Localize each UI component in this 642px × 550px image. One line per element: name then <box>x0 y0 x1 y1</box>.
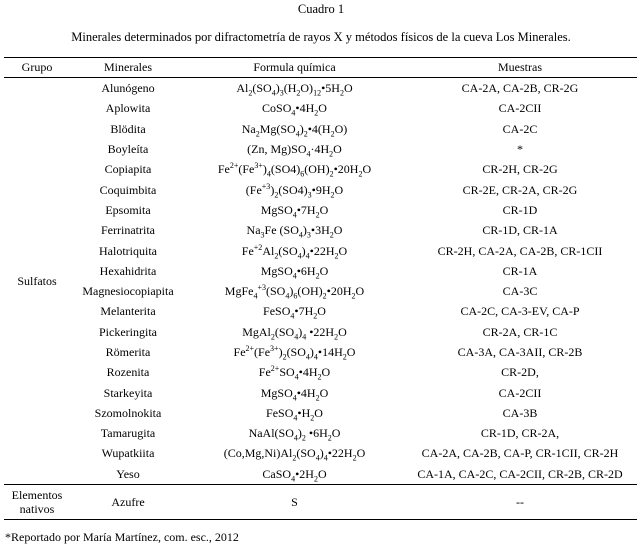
sample-codes: CA-3B <box>502 405 538 420</box>
table-header-row <box>4 58 637 78</box>
mineral-name: Szomolnokita <box>94 405 162 420</box>
sample-codes: CA-2C <box>502 121 538 136</box>
chemical-formula: $Na_3Fe$ $(SO_4)_3•3H_2O$ <box>246 223 343 240</box>
mineral-name: Römerita <box>105 345 151 359</box>
nativos-section <box>4 484 637 519</box>
table-caption-label: Cuadro 1 <box>297 2 345 16</box>
sample-codes: CR-2E, CR-2A, CR-2G <box>462 182 578 197</box>
sample-codes: CR-1D, CR-2A, <box>480 426 560 441</box>
mineral-name: Epsomita <box>105 202 151 217</box>
sample-codes: CR-1D, CR-1A <box>482 223 558 238</box>
table-caption-title: Minerales determinados por difractometría de rayos X y métodos físicos de la cueva Los Minerales. <box>71 30 571 44</box>
sample-codes: CA-3C <box>502 284 538 299</box>
sample-codes: CR-2D, <box>501 365 539 380</box>
chemical-formula: $MgSO_4•6H_2O$ <box>260 263 329 281</box>
sample-codes: CR-2H, CA-2A, CA-2B, CR-1CII <box>437 243 603 258</box>
table-row <box>4 220 637 240</box>
header-muestras: Muestras <box>403 58 637 78</box>
mineral-name: Wupatkiita <box>101 446 155 461</box>
mineral-name: Coquimbita <box>99 182 157 197</box>
chemical-formula: $CoSO_4•4H_2O$ <box>262 101 327 118</box>
sample-codes: -- <box>403 484 637 519</box>
table-row <box>4 301 637 321</box>
sample-codes: CR-2A, CR-1C <box>482 324 558 339</box>
mineral-name: Azufre <box>70 484 186 519</box>
sample-codes: CA-3A, CA-3AII, CR-2B <box>457 345 583 359</box>
mineral-name: Halotriquita <box>99 243 157 258</box>
chemical-formula: $Fe^{+2}Al_2(SO_4)_4•22H_2O$ <box>241 242 348 260</box>
sample-codes: CA-2C, CA-3-EV, CA-P <box>460 304 580 319</box>
mineral-name: Blödita <box>110 121 146 136</box>
header-grupo: Grupo <box>4 58 70 78</box>
table-row <box>4 464 637 485</box>
table-row <box>4 403 637 423</box>
table-row <box>4 139 637 159</box>
table-row <box>4 240 637 260</box>
table-row <box>4 119 637 139</box>
mineral-name: Magnesiocopiapita <box>82 284 174 299</box>
table-row <box>4 342 637 362</box>
mineral-name: Ferrinatrita <box>101 223 155 238</box>
chemical-formula: $MgSO_4•7H_2O$ <box>260 202 329 220</box>
group-label-nativos: Elementos nativos <box>4 484 70 519</box>
table-row <box>4 322 637 342</box>
chemical-formula: $Fe^{2+}(Fe^{3+})_2(SO_4)_4•14H_2O$ <box>233 344 356 362</box>
header-formula: Formula química <box>186 58 403 78</box>
mineral-name: Hexahidrita <box>99 263 157 278</box>
mineral-name: Aplowita <box>105 101 151 116</box>
chemical-formula: $Al_2(SO_4)_3(H_2O)_{12}•5H_2O$ <box>236 81 353 98</box>
mineral-name: Boyleíta <box>107 142 149 157</box>
chemical-formula: $Na_2Mg(SO_4)_2•4(H_2O)$ <box>241 121 348 139</box>
sulfatos-section <box>4 78 637 485</box>
chemical-formula: (Zn, $Mg)SO_4\cdot 4H_2O$ <box>247 142 342 159</box>
sample-codes: CR-1D <box>502 202 538 217</box>
table-row <box>4 443 637 463</box>
sample-codes: CA-2A, CA-2B, CA-P, CR-1CII, CR-2H <box>421 446 619 461</box>
sample-codes: * <box>517 142 523 157</box>
chemical-formula: $(Co,Mg,Ni)Al_2(SO_4)_4•22H_2O$ <box>223 446 366 463</box>
mineral-name: Pickeringita <box>99 324 157 339</box>
table-row <box>4 200 637 220</box>
table-row <box>4 423 637 443</box>
mineral-name: Yeso <box>116 466 140 481</box>
chemical-formula: S <box>186 484 403 519</box>
chemical-formula: $MgSO_4•4H_2O$ <box>260 385 329 402</box>
chemical-formula: $FeSO_4•7H_2O$ <box>263 304 326 321</box>
table-row <box>4 362 637 382</box>
group-label-sulfatos: Sulfatos <box>17 273 57 288</box>
table-row <box>4 179 637 199</box>
table-row <box>4 281 637 301</box>
mineral-name: Copiapita <box>104 162 152 177</box>
mineral-name: Alunógeno <box>101 81 155 96</box>
footnote: *Reportado por María Martínez, com. esc., 2012 <box>5 530 239 544</box>
mineral-name: Rozenita <box>106 365 150 380</box>
chemical-formula: $NaAl(SO_4)_2$ $•6H_2O$ <box>248 426 341 443</box>
table-row <box>4 159 637 179</box>
mineral-name: Tamarugita <box>100 426 156 441</box>
mineral-name: Melanterita <box>100 304 156 319</box>
sample-codes: CA-1A, CA-2C, CA-2CII, CR-2B, CR-2D <box>417 466 623 481</box>
table-row <box>4 261 637 281</box>
chemical-formula: $Fe^{2+}SO_4•4H_2O$ <box>258 364 331 382</box>
chemical-formula: $MgFe_4^{+3}(SO_4)_6(OH)_2•20H_2O$ <box>224 283 365 301</box>
table-row <box>4 78 637 99</box>
mineral-name: Starkeyita <box>103 385 153 400</box>
sample-codes: CA-2A, CA-2B, CR-2G <box>461 81 579 96</box>
minerals-table <box>4 57 637 520</box>
chemical-formula: $CaSO_4•2H_2O$ <box>262 466 327 484</box>
chemical-formula: $MgAl_2(SO_4)_4$ $•22H_2O$ <box>242 324 347 342</box>
header-minerales: Minerales <box>70 58 186 78</box>
sample-codes: CA-2CII <box>498 385 542 400</box>
chemical-formula: $(Fe^{+3})_2(SO4)_3•9H_2O$ <box>245 181 344 200</box>
sample-codes: CR-2H, CR-2G <box>482 162 558 177</box>
sample-codes: CA-2CII <box>498 101 542 116</box>
table-row <box>4 98 637 118</box>
chemical-formula: $Fe^{2+}(Fe^{3+})_4(SO4)_6(OH)_2•20H_2O$ <box>217 161 372 179</box>
chemical-formula: $FeSO_4•H_2O$ <box>266 405 323 423</box>
sample-codes: CR-1A <box>502 263 538 278</box>
table-row <box>4 484 637 519</box>
table-row <box>4 382 637 402</box>
